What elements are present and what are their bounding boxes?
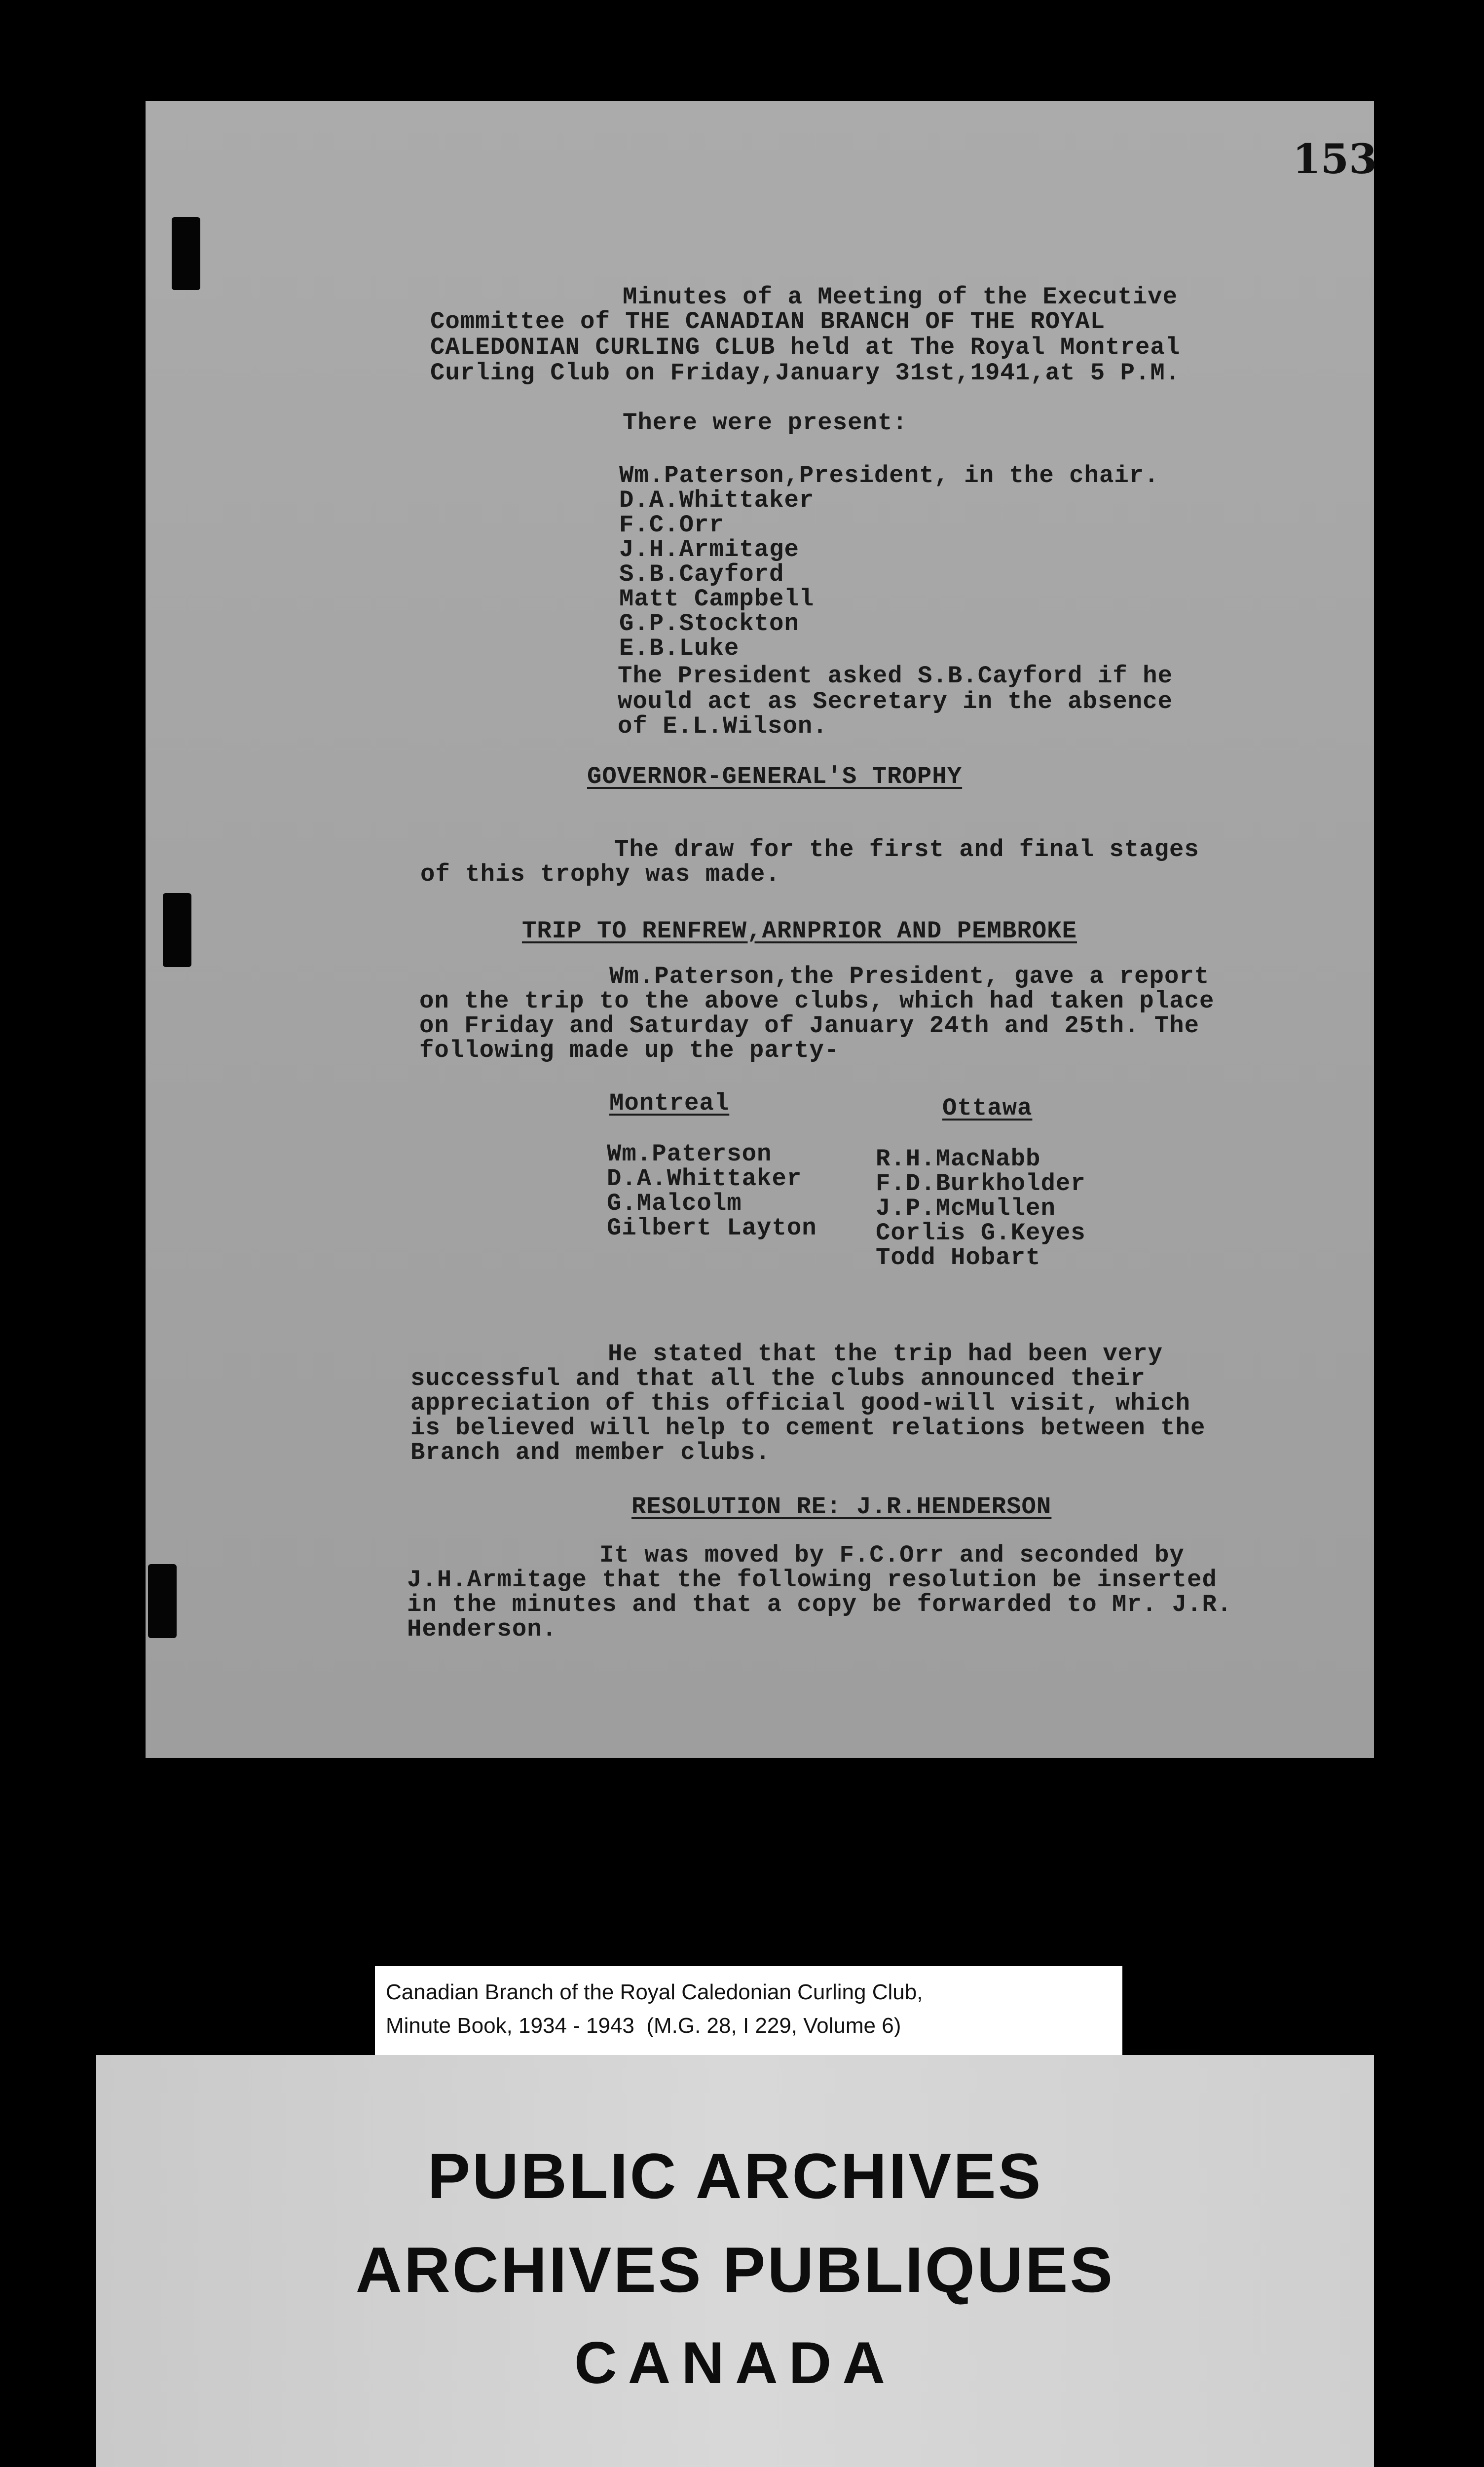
secretary-line: would act as Secretary in the absence: [618, 688, 1173, 715]
report-line: Branch and member clubs.: [410, 1439, 771, 1466]
montreal-member: Gilbert Layton: [607, 1214, 817, 1242]
attendee: S.B.Cayford: [619, 561, 784, 588]
intro-line: Committee of THE CANADIAN BRANCH OF THE ROYAL: [430, 308, 1106, 336]
banner-line-french: ARCHIVES PUBLIQUES: [355, 2234, 1115, 2306]
banner-line-country: CANADA: [574, 2330, 896, 2396]
report-line: He stated that the trip had been very: [608, 1340, 1163, 1368]
montreal-member: D.A.Whittaker: [607, 1165, 802, 1193]
section-line: in the minutes and that a copy be forwarded to Mr. J.R.: [407, 1591, 1232, 1618]
section-heading-trip: TRIP TO RENFREW,ARNPRIOR AND PEMBROKE: [522, 917, 1077, 945]
section-line: J.H.Armitage that the following resolution be inserted: [407, 1566, 1217, 1594]
ottawa-member: R.H.MacNabb: [876, 1145, 1041, 1173]
section-line: on Friday and Saturday of January 24th and 25th. The: [419, 1012, 1200, 1040]
montreal-member: G.Malcolm: [607, 1190, 742, 1217]
section-line: of this trophy was made.: [420, 860, 780, 888]
attendee: G.P.Stockton: [619, 610, 799, 637]
section-heading-resolution: RESOLUTION RE: J.R.HENDERSON: [631, 1493, 1052, 1521]
archives-banner: [96, 2055, 1374, 2467]
attendee: Wm.Paterson,President, in the chair.: [619, 462, 1159, 489]
attendee: Matt Campbell: [619, 585, 815, 613]
intro-line: Minutes of a Meeting of the Executive: [623, 283, 1178, 311]
montreal-heading: Montreal: [609, 1089, 730, 1117]
present-heading: There were present:: [623, 409, 908, 437]
ottawa-member: F.D.Burkholder: [876, 1170, 1086, 1197]
ottawa-member: Corlis G.Keyes: [876, 1219, 1086, 1247]
section-line: following made up the party-: [419, 1037, 840, 1064]
page-number: 153: [1293, 136, 1377, 183]
archive-label: [375, 1966, 1122, 2057]
section-line: Wm.Paterson,the President, gave a report: [609, 963, 1210, 990]
section-line: It was moved by F.C.Orr and seconded by: [599, 1541, 1185, 1569]
secretary-line: of E.L.Wilson.: [618, 712, 828, 740]
ottawa-member: Todd Hobart: [876, 1244, 1041, 1271]
report-line: appreciation of this official good-will visit, which: [410, 1389, 1191, 1417]
banner-line-english: PUBLIC ARCHIVES: [427, 2140, 1043, 2212]
binder-hole-middle: [163, 893, 191, 967]
section-heading-trophy: GOVERNOR-GENERAL'S TROPHY: [587, 763, 963, 790]
attendee: J.H.Armitage: [619, 536, 799, 563]
report-line: successful and that all the clubs announced their: [410, 1365, 1146, 1392]
binder-hole-top: [172, 217, 200, 290]
binder-hole-bottom: [148, 1564, 177, 1638]
archive-label-line: Minute Book, 1934 - 1943 (M.G. 28, I 229, Volume 6): [386, 2014, 901, 2038]
archive-label-line: Canadian Branch of the Royal Caledonian Curling Club,: [386, 1980, 923, 2004]
montreal-member: Wm.Paterson: [607, 1140, 772, 1168]
attendee: E.B.Luke: [619, 635, 740, 662]
ottawa-member: J.P.McMullen: [876, 1195, 1056, 1222]
attendee: D.A.Whittaker: [619, 486, 815, 514]
section-line: Henderson.: [407, 1615, 557, 1643]
intro-line: Curling Club on Friday,January 31st,1941,at 5 P.M.: [430, 359, 1181, 387]
section-line: The draw for the first and final stages: [614, 836, 1199, 863]
report-line: is believed will help to cement relations between the: [410, 1414, 1206, 1442]
secretary-line: The President asked S.B.Cayford if he: [618, 662, 1173, 690]
ottawa-heading: Ottawa: [942, 1094, 1033, 1122]
attendee: F.C.Orr: [619, 511, 724, 539]
section-line: on the trip to the above clubs, which had taken place: [419, 987, 1215, 1015]
intro-line: CALEDONIAN CURLING CLUB held at The Royal Montreal: [430, 334, 1181, 361]
